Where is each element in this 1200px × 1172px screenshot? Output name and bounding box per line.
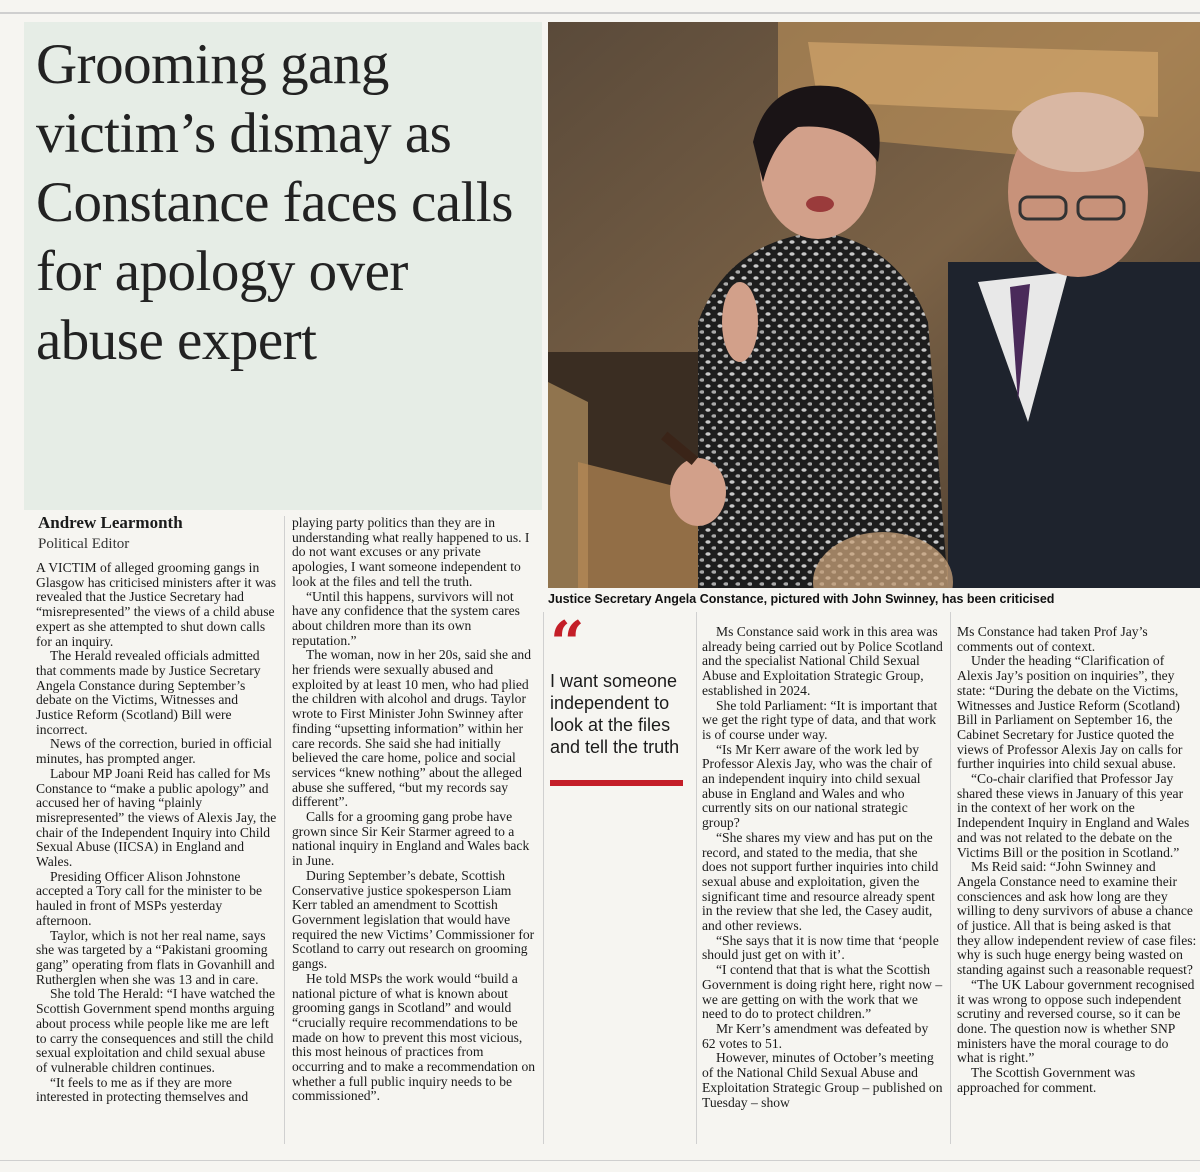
pull-quote bbox=[550, 609, 690, 786]
paragraph: During September’s debate, Scottish Conservative justice spokesperson Liam Kerr tabled an amendment to Scottish Government legislation that would have required the new Victims’ Commissioner for Scotland to carry out research on grooming gangs. bbox=[292, 867, 535, 972]
paragraph: “Until this happens, survivors will not have any confidence that the system cares about children more than its own reputation.” bbox=[292, 588, 520, 648]
paragraph: News of the correction, buried in official minutes, has prompted anger. bbox=[36, 736, 273, 767]
article-column-2 bbox=[292, 516, 537, 1104]
paragraph: Presiding Officer Alison Johnstone accepted a Tory call for the minister to be hauled in front of MSPs yesterday afternoon. bbox=[36, 868, 263, 928]
headline: Grooming gang victim’s dismay as Constance faces calls for apology over abuse expert bbox=[36, 33, 513, 372]
paragraph: The Herald revealed officials admitted that comments made by Justice Secretary Angela Constance during September’s debate on the Victims, Witnesses and Justice Reform (Scotland) Bill were incorrect. bbox=[36, 648, 261, 737]
author-name: Andrew Learmonth bbox=[38, 513, 183, 532]
paragraph: He told MSPs the work would “build a national picture of what is known about grooming gangs in Scotland” and would “crucially require recommendations to be made on how to prevent this most vicious, this most heinous of practices from occurring and to make a recommendation on whether a full public inquiry needs to be commissioned”. bbox=[292, 970, 536, 1104]
byline bbox=[38, 513, 183, 555]
column-divider bbox=[696, 612, 697, 1144]
paragraph: Ms Constance had taken Prof Jay’s comments out of context. bbox=[957, 624, 1148, 654]
column-divider bbox=[284, 516, 285, 1144]
column-divider bbox=[543, 612, 544, 1144]
paragraph: “The UK Labour government recognised it was wrong to oppose such independent scrutiny and reversed course, so it can be done. The question now is whether SNP ministers have the moral courage to do what is right.” bbox=[957, 976, 1195, 1066]
paragraph: Mr Kerr’s amendment was defeated by 62 votes to 51. bbox=[702, 1020, 929, 1051]
paragraph: “It feels to me as if they are more interested in protecting themselves and bbox=[36, 1074, 249, 1105]
column-divider bbox=[950, 612, 951, 1144]
paragraph: She told The Herald: “I have watched the Scottish Government spend months arguing about process while people like me are left to carry the consequences and still the child sexual exploitation and child sexual abuse of vulnerable children continues. bbox=[36, 986, 276, 1075]
article-column-1 bbox=[36, 561, 278, 1105]
paragraph: playing party politics than they are in understanding what really happened to us. I do not want excuses or any private apologies, I want someone independent to look at the files and tell the truth. bbox=[292, 515, 530, 589]
quote-mark-icon: “ bbox=[550, 609, 585, 679]
paragraph: Ms Reid said: “John Swinney and Angela Constance need to examine their consciences and ask how long are they willing to deny survivors of abuse a chance of justice. All that is being asked is that they allow independent review of case files: why is such huge energy being wasted on standing against such a reasonable request? bbox=[957, 859, 1197, 978]
paragraph: “Is Mr Kerr aware of the work led by Professor Alexis Jay, who was the chair of an independent inquiry into child sexual abuse in England and Wales and who currently sits on our national strategic group? bbox=[702, 741, 933, 831]
paragraph: Calls for a grooming gang probe have grown since Sir Keir Starmer agreed to a national inquiry in England and Wales back in June. bbox=[292, 809, 530, 869]
paragraph: Labour MP Joani Reid has called for Ms Constance to “make a public apology” and accused her of having “plainly misrepresented” the views of Alexis Jay, the chair of the Independent Inquiry into Child Sexual Abuse (IICSA) in England and Wales. bbox=[36, 765, 277, 870]
pull-quote-text: I want someone independent to look at the files and tell the truth bbox=[550, 671, 680, 757]
paragraph: She told Parliament: “It is important that we get the right type of data, and that work is of course under way. bbox=[702, 697, 938, 742]
paragraph: Under the heading “Clarification of Alexis Jay’s position on inquiries”, they state: “During the debate on the Victims, Witnesses and Justice Reform (Scotland) Bill in Parliament on September 16, the Cabinet Secretary for Justice quoted the views of Professor Alexis Jay on calls for further inquiries into child sexual abuse. bbox=[957, 653, 1183, 772]
photo-caption: Justice Secretary Angela Constance, pictured with John Swinney, has been criticised bbox=[548, 592, 1055, 606]
paragraph: “She says that it is now time that ‘people should just get on with it’. bbox=[702, 932, 939, 963]
article-column-5 bbox=[957, 625, 1197, 1096]
paragraph: A VICTIM of alleged grooming gangs in Glasgow has criticised ministers after it was revealed that the Justice Secretary had “misrepresented” the views of a child abuse expert as she attempted to shut down calls for an inquiry. bbox=[36, 560, 277, 649]
paragraph: Ms Constance said work in this area was already being carried out by Police Scotland and the specialist National Child Sexual Abuse and Exploitation Strategic Group, established in 2024. bbox=[702, 624, 943, 698]
photo-illustration bbox=[548, 22, 1200, 588]
paragraph: However, minutes of October’s meeting of the National Child Sexual Abuse and Exploitation Strategic Group – published on Tuesday – show bbox=[702, 1050, 943, 1110]
article-column-4 bbox=[702, 625, 944, 1110]
paragraph: Taylor, which is not her real name, says she was targeted by a “Pakistani grooming gang” operating from flats in Govanhill and Rutherglen when she was 13 and in care. bbox=[36, 927, 275, 987]
article-photo bbox=[548, 22, 1200, 588]
paragraph: “She shares my view and has put on the record, and stated to the media, that she does not support further inquiries into child sexual abuse and exploitation, given the significant time and resource already spent in the review that she led, the Casey audit, and other reviews. bbox=[702, 829, 939, 934]
bottom-rule bbox=[0, 1160, 1200, 1161]
paragraph: “Co-chair clarified that Professor Jay shared these views in January of this year in the context of her work on the Independent Inquiry in England and Wales and was not related to the debate on the Victims Bill or the position in Scotland.” bbox=[957, 771, 1190, 860]
pull-quote-rule bbox=[550, 780, 683, 786]
paragraph: “I contend that that is what the Scottish Government is doing right here, right now – we are getting on with the work that we need to do to protect children.” bbox=[702, 962, 943, 1022]
top-rule bbox=[0, 12, 1200, 14]
paragraph: The woman, now in her 20s, said she and her friends were sexually abused and exploited by at least 10 men, who had plied the children with alcohol and drugs. Taylor wrote to First Minister John Swinney after finding “upsetting information” within her care records. She said she had initially believed the care home, police and social services “knew nothing” about the alleged abuse she suffered, “but my records say different”. bbox=[292, 647, 532, 810]
author-role: Political Editor bbox=[38, 536, 130, 552]
paragraph: The Scottish Government was approached for comment. bbox=[957, 1065, 1136, 1095]
